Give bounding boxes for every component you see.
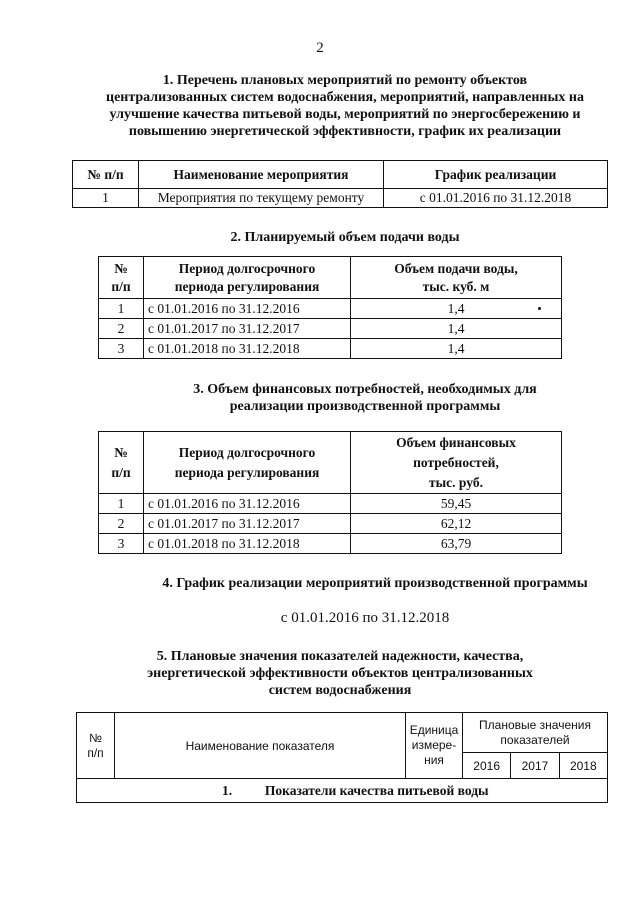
table-subheader-row (77, 779, 608, 803)
header-line: измере- (411, 738, 457, 752)
col-header-num (99, 257, 144, 299)
col-header-year: 2016 (463, 753, 511, 779)
header-line: № (114, 444, 128, 460)
section3-title-line: реализации производственной программы (229, 399, 501, 414)
subheader-cell (77, 779, 608, 803)
section1-title-line: централизованных систем водоснабжения, мероприятий, направленных на (106, 90, 584, 105)
cell-period: с 01.01.2017 по 31.12.2017 (144, 514, 351, 534)
header-line: п/п (111, 464, 131, 480)
header-line: № (89, 730, 102, 745)
col-header-period (144, 257, 351, 299)
cell-period: с 01.01.2018 по 31.12.2018 (144, 339, 351, 359)
col-header-volume (351, 257, 562, 299)
cell-num: 2 (99, 514, 144, 534)
page-number: 2 (316, 40, 324, 56)
table-row (99, 494, 562, 514)
header-line: периода регулирования (174, 464, 320, 480)
col-header-activity: Наименование мероприятия (139, 161, 384, 189)
section3-title-line: 3. Объем финансовых потребностей, необходимых для (193, 382, 537, 397)
table-row (99, 534, 562, 554)
col-header-indicator: Наименование показателя (115, 713, 406, 779)
section5-title-line: систем водоснабжения (268, 683, 412, 698)
dot-mark (538, 307, 541, 310)
col-header-num: № п/п (73, 161, 139, 189)
header-line: потребностей, (413, 454, 499, 470)
cell-period: с 01.01.2016 по 31.12.2016 (144, 299, 351, 319)
col-header-unit (406, 713, 463, 779)
table-row (99, 339, 562, 359)
header-line: Объем подачи воды, (394, 260, 518, 276)
section1-title (70, 72, 620, 140)
section4-period: с 01.01.2016 по 31.12.2018 (280, 610, 450, 626)
financial-table (98, 431, 562, 554)
header-line: Плановые значения (479, 717, 591, 732)
cell-num: 1 (73, 189, 139, 208)
cell-finance: 59,45 (351, 494, 562, 514)
cell-finance: 63,79 (351, 534, 562, 554)
subheader-label: Показатели качества питьевой воды (264, 782, 489, 798)
indicators-table (76, 712, 608, 803)
header-line: показателей (500, 732, 570, 747)
header-line: № (114, 260, 128, 276)
subheader-num: 1. (222, 782, 233, 798)
section5-title-line: энергетической эффективности объектов централизованных (147, 666, 533, 681)
table-row (73, 189, 608, 208)
col-header-planned (463, 713, 608, 753)
col-header-year: 2018 (559, 753, 607, 779)
cell-num: 1 (99, 299, 144, 319)
section5-title-line: 5. Плановые значения показателей надежности, качества, (156, 649, 524, 664)
section1-title-line: повышению энергетической эффективности, график их реализации (128, 124, 562, 139)
col-header-num (99, 432, 144, 494)
cell-volume: 1,4 (351, 319, 562, 339)
header-line: Период долгосрочного (178, 260, 316, 276)
cell-activity: Мероприятия по текущему ремонту (139, 189, 384, 208)
header-line: тыс. куб. м (422, 278, 490, 294)
header-line: п/п (111, 278, 131, 294)
section1-title-line: 1. Перечень плановых мероприятий по ремонту объектов (162, 73, 528, 88)
col-header-num (77, 713, 115, 779)
header-line: ния (424, 753, 444, 767)
cell-volume (351, 299, 562, 319)
cell-period: с 01.01.2018 по 31.12.2018 (144, 534, 351, 554)
cell-num: 1 (99, 494, 144, 514)
cell-volume-value: 1,4 (447, 300, 465, 316)
header-line: периода регулирования (174, 278, 320, 294)
cell-period: с 01.01.2016 по 31.12.2016 (144, 494, 351, 514)
col-header-year: 2017 (511, 753, 559, 779)
table-row (99, 299, 562, 319)
col-header-period (144, 432, 351, 494)
header-line: тыс. руб. (429, 474, 483, 490)
cell-volume: 1,4 (351, 339, 562, 359)
section5-title (60, 648, 620, 699)
col-header-schedule: График реализации (384, 161, 608, 189)
cell-finance: 62,12 (351, 514, 562, 534)
header-line: Единица (409, 723, 459, 737)
cell-num: 2 (99, 319, 144, 339)
section3-title (90, 381, 640, 415)
section4-title: 4. График реализации мероприятий производственной программы (162, 576, 588, 591)
activities-table (72, 160, 608, 208)
table-row (99, 514, 562, 534)
section2-title: 2. Планируемый объем подачи воды (230, 230, 460, 245)
header-line: Объем финансовых (396, 434, 516, 450)
water-volume-table (98, 256, 562, 359)
col-header-finance (351, 432, 562, 494)
header-line: п/п (87, 745, 104, 760)
cell-num: 3 (99, 534, 144, 554)
section1-title-line: улучшение качества питьевой воды, мероприятий по энергосбережению и (109, 107, 581, 122)
cell-period: с 01.01.2017 по 31.12.2017 (144, 319, 351, 339)
cell-schedule: с 01.01.2016 по 31.12.2018 (384, 189, 608, 208)
table-row (99, 319, 562, 339)
header-line: Период долгосрочного (178, 444, 316, 460)
cell-num: 3 (99, 339, 144, 359)
